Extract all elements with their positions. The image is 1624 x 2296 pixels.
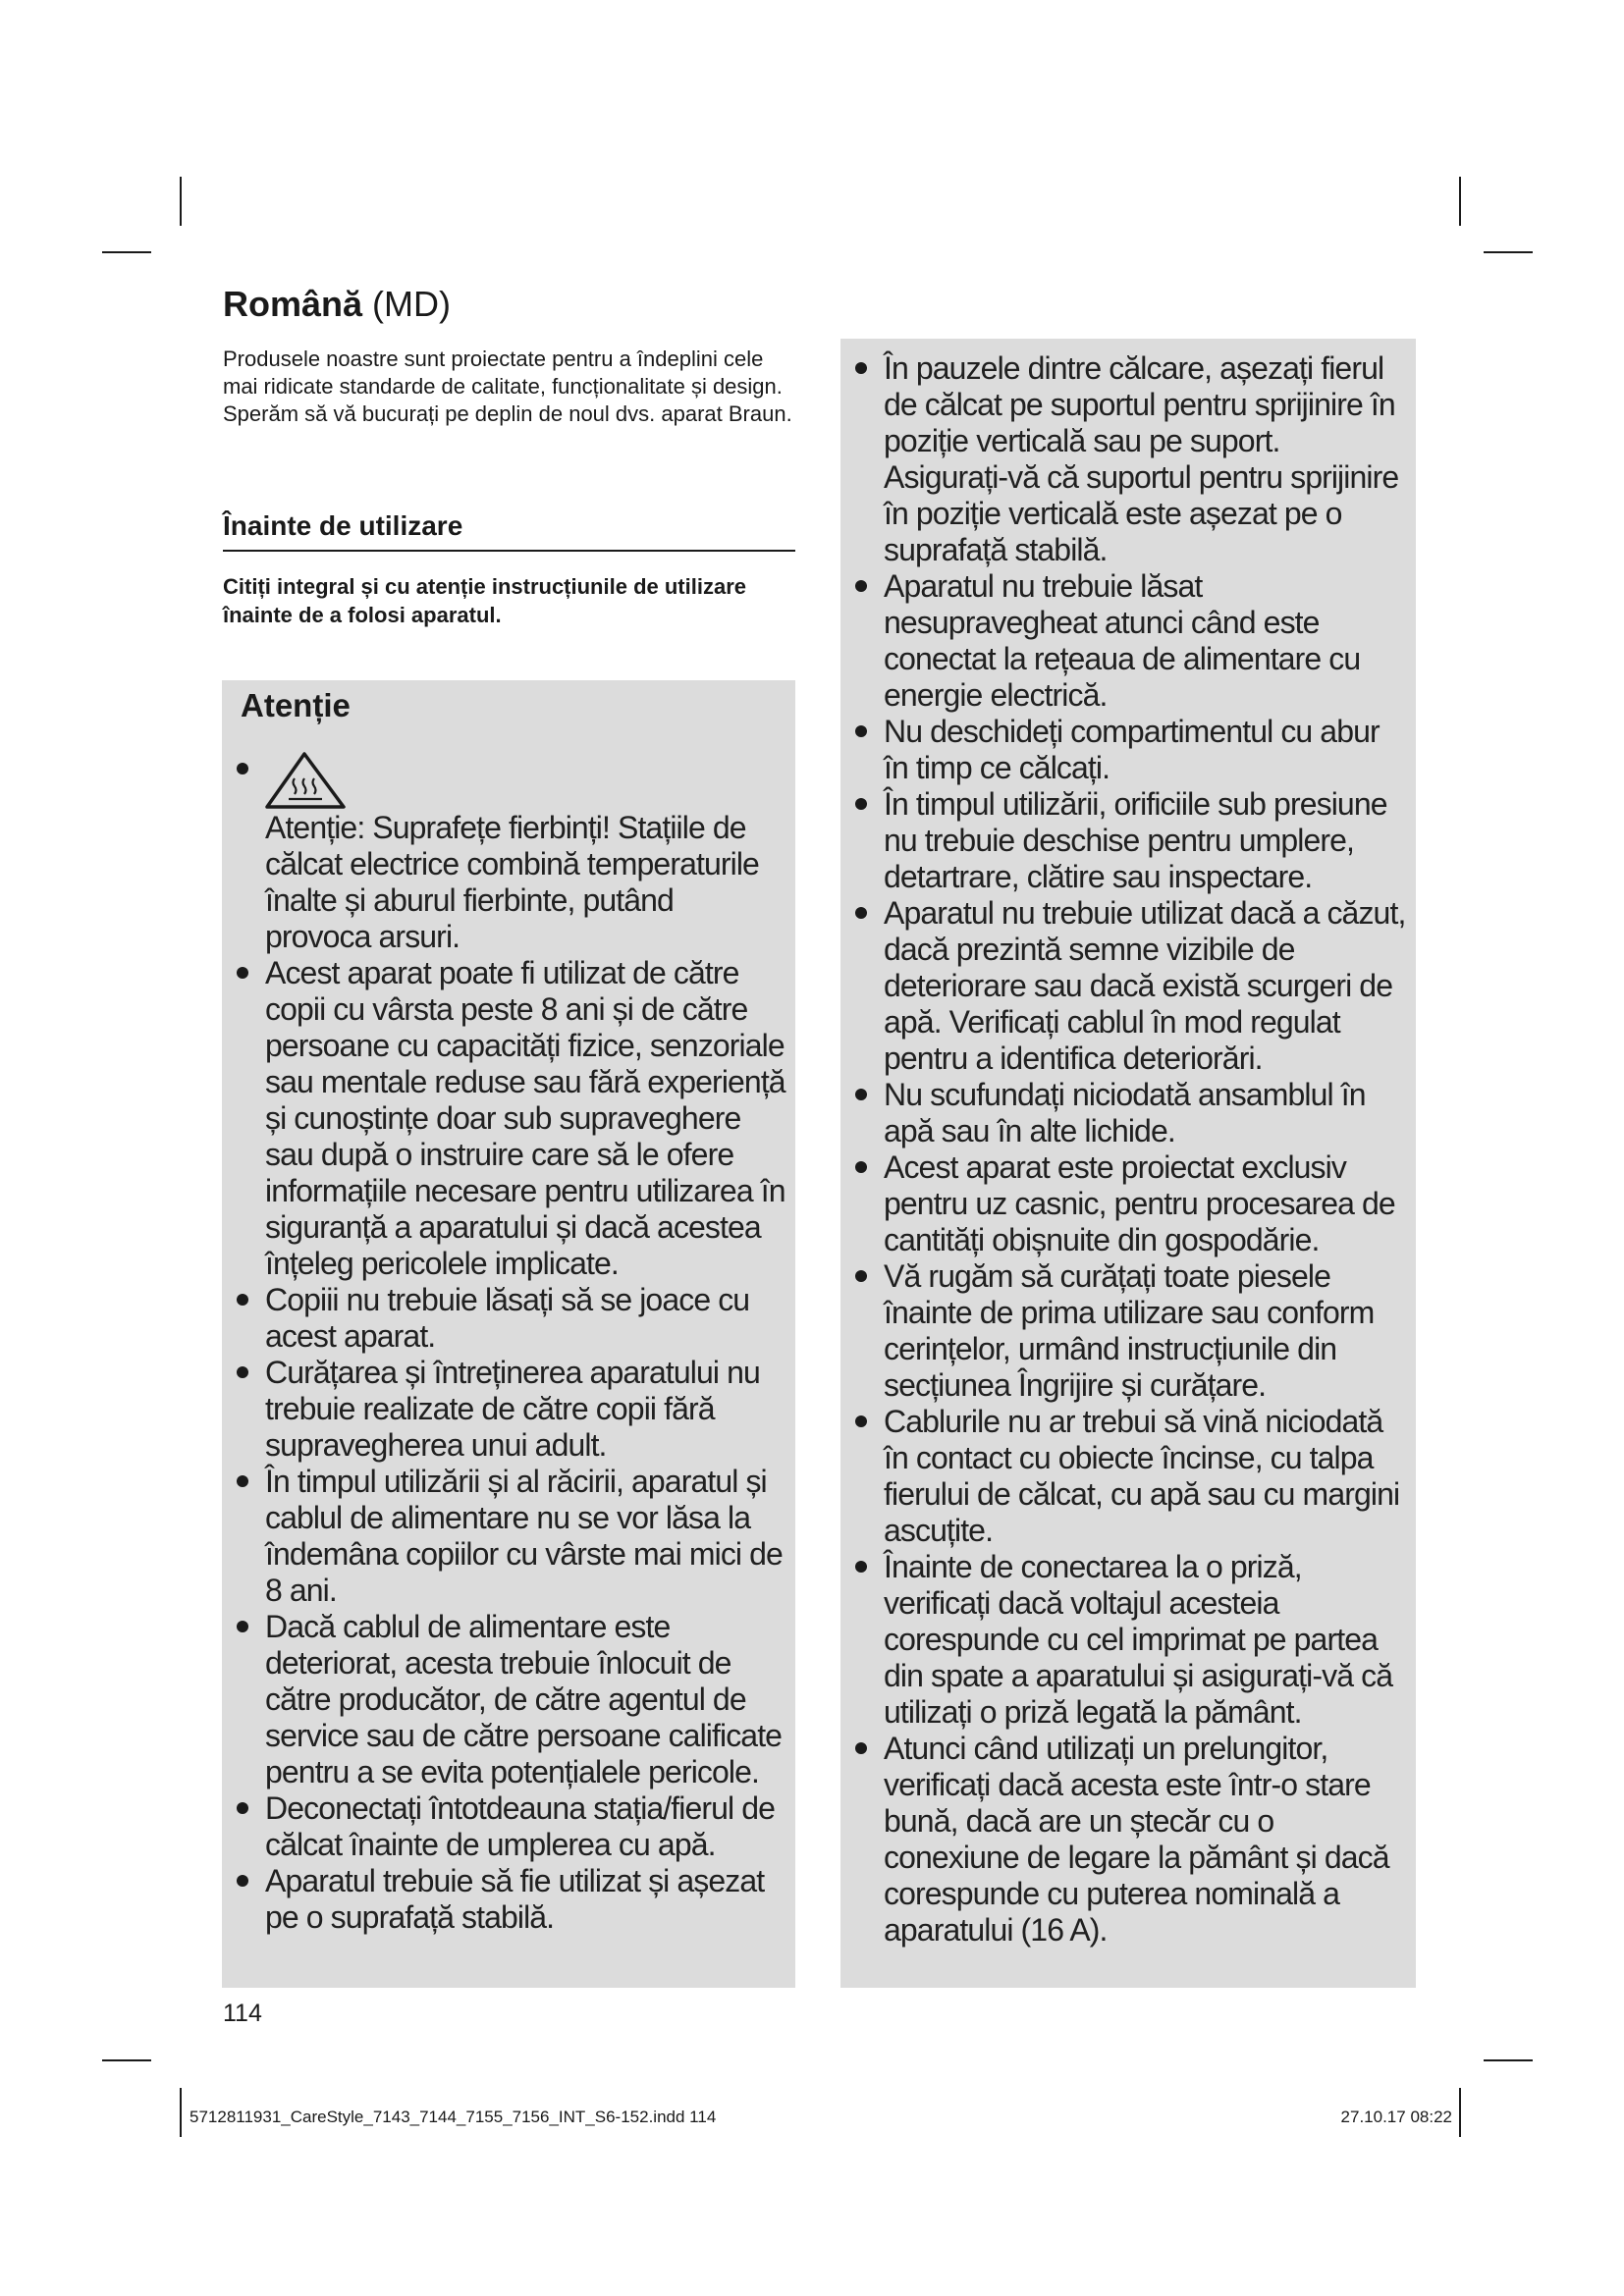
list-item — [232, 751, 785, 955]
crop-mark-top-right-h — [1484, 251, 1533, 253]
list-item: Curățarea și întreținerea aparatului nu trebuie realizate de către copii fără supravegherea unui adult. — [232, 1355, 785, 1464]
list-item: În timpul utilizării și al răcirii, aparatul și cablul de alimentare nu se vor lăsa la îndemâna copiilor cu vârste mai mici de 8 ani. — [232, 1464, 785, 1609]
warning-item-text: Atenție: Suprafețe fierbinți! Stațiile de călcat electrice combină temperaturile înalte și aburul fierbinte, putând provoca arsuri. — [265, 810, 759, 954]
print-slug: 5712811931_CareStyle_7143_7144_7155_7156_INT_S6-152.indd 114 — [189, 2108, 717, 2126]
crop-mark-top-left-h — [102, 251, 151, 253]
read-instructions-note: Citiți integral și cu atenție instrucțiunile de utilizare înainte de a folosi aparatul. — [223, 574, 746, 627]
intro-paragraph: Produsele noastre sunt proiectate pentru a îndeplini cele mai ridicate standarde de calitate, funcționalitate și design. Sperăm să vă bucurați pe deplin de noul dvs. aparat Braun. — [223, 347, 792, 426]
warning-box — [222, 680, 795, 1988]
crop-mark-bottom-left-h — [102, 2059, 151, 2061]
crop-mark-top-left — [180, 177, 182, 226]
list-item: Cablurile nu ar trebui să vină niciodată în contact cu obiecte încinse, cu talpa fierului de călcat, cu apă sau cu margini ascuțite. — [850, 1404, 1406, 1549]
safety-box-continued — [840, 339, 1416, 1988]
crop-mark-bottom-left — [180, 2088, 182, 2137]
list-item: Acest aparat este proiectat exclusiv pentru uz casnic, pentru procesarea de cantități obișnuite din gospodărie. — [850, 1149, 1406, 1258]
list-item: Aparatul nu trebuie lăsat nesupravegheat atunci când este conectat la rețeaua de alimentare cu energie electrică. — [850, 568, 1406, 714]
list-item: Dacă cablul de alimentare este deteriorat, acesta trebuie înlocuit de către producător, de către agentul de service sau de către persoane calificate pentru a se evita potențialele pericole. — [232, 1609, 785, 1790]
warning-line — [265, 751, 785, 810]
print-timestamp: 27.10.17 08:22 — [1340, 2108, 1452, 2126]
list-item: În pauzele dintre călcare, așezați fierul de călcat pe suportul pentru sprijinire în poziție verticală sau pe suport. Asigurați-vă că suportul pentru sprijinire în poziție verticală este așezat pe o suprafață stabilă. — [850, 350, 1406, 568]
list-item: Copiii nu trebuie lăsați să se joace cu acest aparat. — [232, 1282, 785, 1355]
language-title: Română — [223, 284, 363, 324]
list-item: Aparatul nu trebuie utilizat dacă a căzut, dacă prezintă semne vizibile de deteriorare sau dacă există scurgeri de apă. Verificați cablul în mod regulat pentru a identifica deteriorări. — [850, 895, 1406, 1077]
list-item: În timpul utilizării, orificiile sub presiune nu trebuie deschise pentru umplere, detartrare, clătire sau inspectare. — [850, 786, 1406, 895]
warning-list — [232, 751, 785, 1936]
language-code: (MD) — [372, 284, 452, 324]
crop-mark-bottom-right-h — [1484, 2059, 1533, 2061]
hot-surface-warning-icon — [265, 751, 348, 810]
list-item: Acest aparat poate fi utilizat de către copii cu vârsta peste 8 ani și de către persoane cu capacități fizice, senzoriale sau mentale reduse sau fără experiență și cunoștințe doar sub supraveghere sau după o instruire care să le ofere informațiile necesare pentru utilizarea în siguranță a aparatului și dacă acestea înțeleg pericolele implicate. — [232, 955, 785, 1282]
list-item: Aparatul trebuie să fie utilizat și așezat pe o suprafață stabilă. — [232, 1863, 785, 1936]
section-title: Înainte de utilizare — [223, 508, 795, 552]
list-item: Nu deschideți compartimentul cu abur în timp ce călcați. — [850, 714, 1406, 786]
intro-block — [223, 283, 795, 428]
language-heading — [223, 283, 795, 326]
list-item: Atunci când utilizați un prelungitor, verificați dacă acesta este într-o stare bună, dacă are un ștecăr cu o conexiune de legare la pământ și dacă corespunde cu puterea nominală a aparatului (16 A). — [850, 1731, 1406, 1949]
warning-box-title: Atenție — [241, 687, 351, 723]
list-item: Deconectați întotdeauna stația/fierul de călcat înainte de umplerea cu apă. — [232, 1790, 785, 1863]
crop-mark-top-right — [1459, 177, 1461, 226]
safety-list — [850, 350, 1406, 1949]
list-item: Înainte de conectarea la o priză, verificați dacă voltajul acesteia corespunde cu cel imprimat pe partea din spate a aparatului și asigurați-vă că utilizați o priză legată la pământ. — [850, 1549, 1406, 1731]
page-number: 114 — [223, 2000, 262, 2027]
list-item: Nu scufundați niciodată ansamblul în apă sau în alte lichide. — [850, 1077, 1406, 1149]
crop-mark-bottom-right — [1459, 2088, 1461, 2137]
list-item: Vă rugăm să curățați toate piesele înainte de prima utilizare sau conform cerințelor, urmând instrucțiunile din secțiunea Îngrijire și curățare. — [850, 1258, 1406, 1404]
